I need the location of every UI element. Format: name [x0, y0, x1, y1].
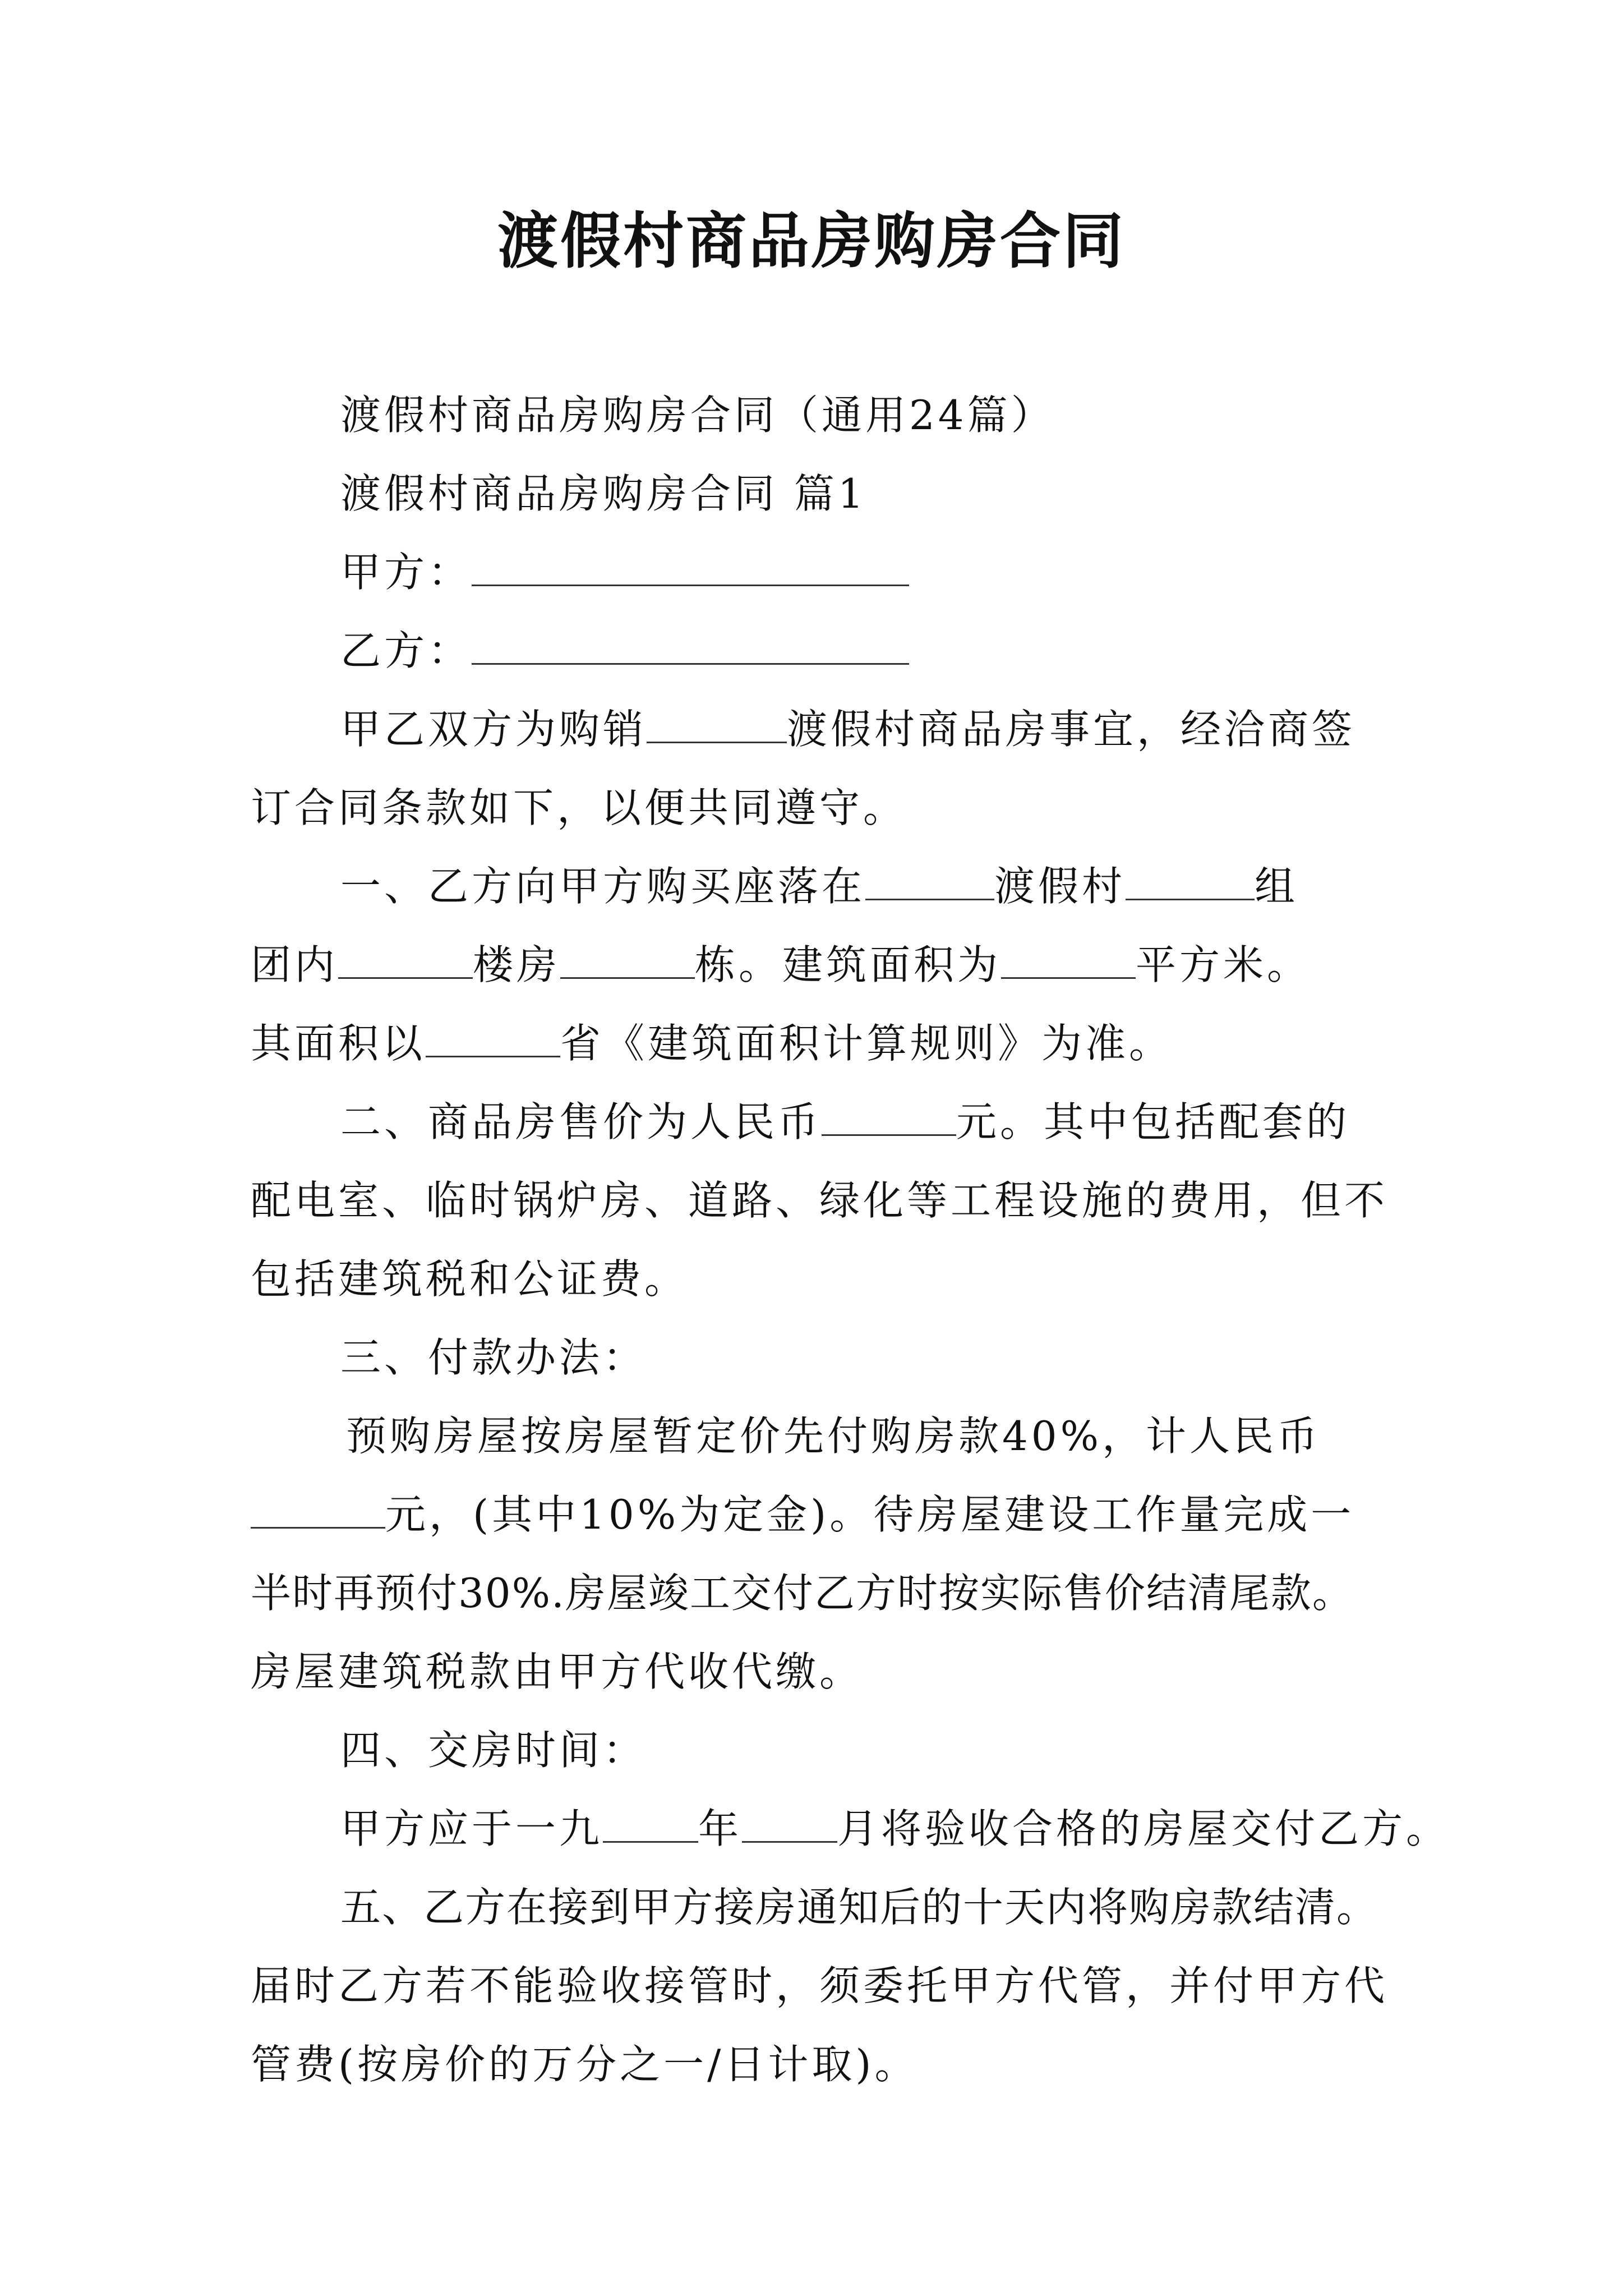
- clause-text: 平方米。: [1136, 941, 1311, 988]
- clause4-line-1: [340, 1801, 1450, 1857]
- clause-text: 元，(其中10%为定金)。待房屋建设工作量完成一: [385, 1491, 1355, 1538]
- blank: [1001, 939, 1136, 979]
- clause4-heading: 四、交房时间：: [340, 1727, 647, 1774]
- blank: [251, 1489, 385, 1529]
- clause2-line-3: 包括建筑税和公证费。: [251, 1255, 689, 1303]
- clause-text: 月将验收合格的房屋交付乙方。: [837, 1805, 1450, 1852]
- party-a-row: [340, 544, 909, 600]
- clause-text: 其面积以: [251, 1020, 426, 1067]
- clause5-line-2: 届时乙方若不能验收接管时，须委托甲方代管，并付甲方代: [251, 1962, 1389, 2009]
- clause1-line-2: [251, 937, 1311, 993]
- clause-text: 甲方应于一九: [340, 1805, 603, 1852]
- clause-text: 团内: [251, 941, 339, 988]
- clause2-line-2: 配电室、临时锅炉房、道路、绿化等工程设施的费用，但不: [251, 1177, 1389, 1224]
- clause5-line-3: 管费(按房价的万分之一/日计取)。: [251, 2041, 919, 2088]
- clause5-line-1: 五、乙方在接到甲方接房通知后的十天内将购房款结清。: [340, 1884, 1378, 1931]
- clause3-line-3: 半时再预付30%.房屋竣工交付乙方时按实际售价结清尾款。: [251, 1570, 1354, 1617]
- clause3-line-4: 房屋建筑税款由甲方代收代缴。: [251, 1648, 864, 1695]
- intro-text: 甲乙双方为购销: [340, 706, 647, 753]
- blank: [822, 1096, 956, 1136]
- party-a-blank: [472, 546, 909, 586]
- section-heading: 渡假村商品房购房合同 篇1: [340, 470, 867, 517]
- blank: [426, 1018, 560, 1057]
- intro-text: 渡假村商品房事宜，经洽商签: [787, 706, 1356, 753]
- blank: [647, 703, 787, 743]
- blank: [742, 1803, 837, 1843]
- blank: [560, 939, 695, 979]
- clause3-line-2: [251, 1487, 1354, 1543]
- clause3-line-1: 预购房屋按房屋暂定价先付购房款40%，计人民币: [346, 1412, 1321, 1460]
- intro-line-1: [340, 701, 1355, 757]
- blank: [603, 1803, 698, 1843]
- clause-text: 一、乙方向甲方购买座落在: [340, 863, 866, 910]
- clause1-line-1: [340, 858, 1298, 914]
- clause3-heading: 三、付款办法：: [340, 1334, 647, 1381]
- document-title: 渡假村商品房购房合同: [497, 206, 1126, 277]
- clause-text: 元。其中包括配套的: [956, 1098, 1350, 1145]
- blank: [1126, 861, 1255, 900]
- clause-text: 省《建筑面积计算规则》为准。: [560, 1020, 1173, 1067]
- blank: [865, 861, 994, 900]
- clause-text: 组: [1255, 863, 1299, 910]
- clause-text: 年: [698, 1805, 743, 1852]
- clause-text: 渡假村: [994, 863, 1126, 910]
- clause-text: 栋。建筑面积为: [695, 941, 1002, 988]
- party-b-blank: [472, 625, 909, 665]
- clause-text: 楼房: [473, 941, 561, 988]
- party-b-row: [340, 623, 909, 679]
- blank: [338, 939, 473, 979]
- clause1-line-3: [251, 1015, 1173, 1071]
- clause-text: 二、商品房售价为人民币: [340, 1098, 822, 1145]
- party-a-label: 甲方：: [340, 549, 472, 596]
- clause2-line-1: [340, 1094, 1350, 1150]
- party-b-label: 乙方：: [340, 627, 472, 674]
- intro-line-2: 订合同条款如下，以便共同遵守。: [251, 784, 907, 831]
- contract-subtitle: 渡假村商品房购房合同（通用24篇）: [340, 392, 1055, 439]
